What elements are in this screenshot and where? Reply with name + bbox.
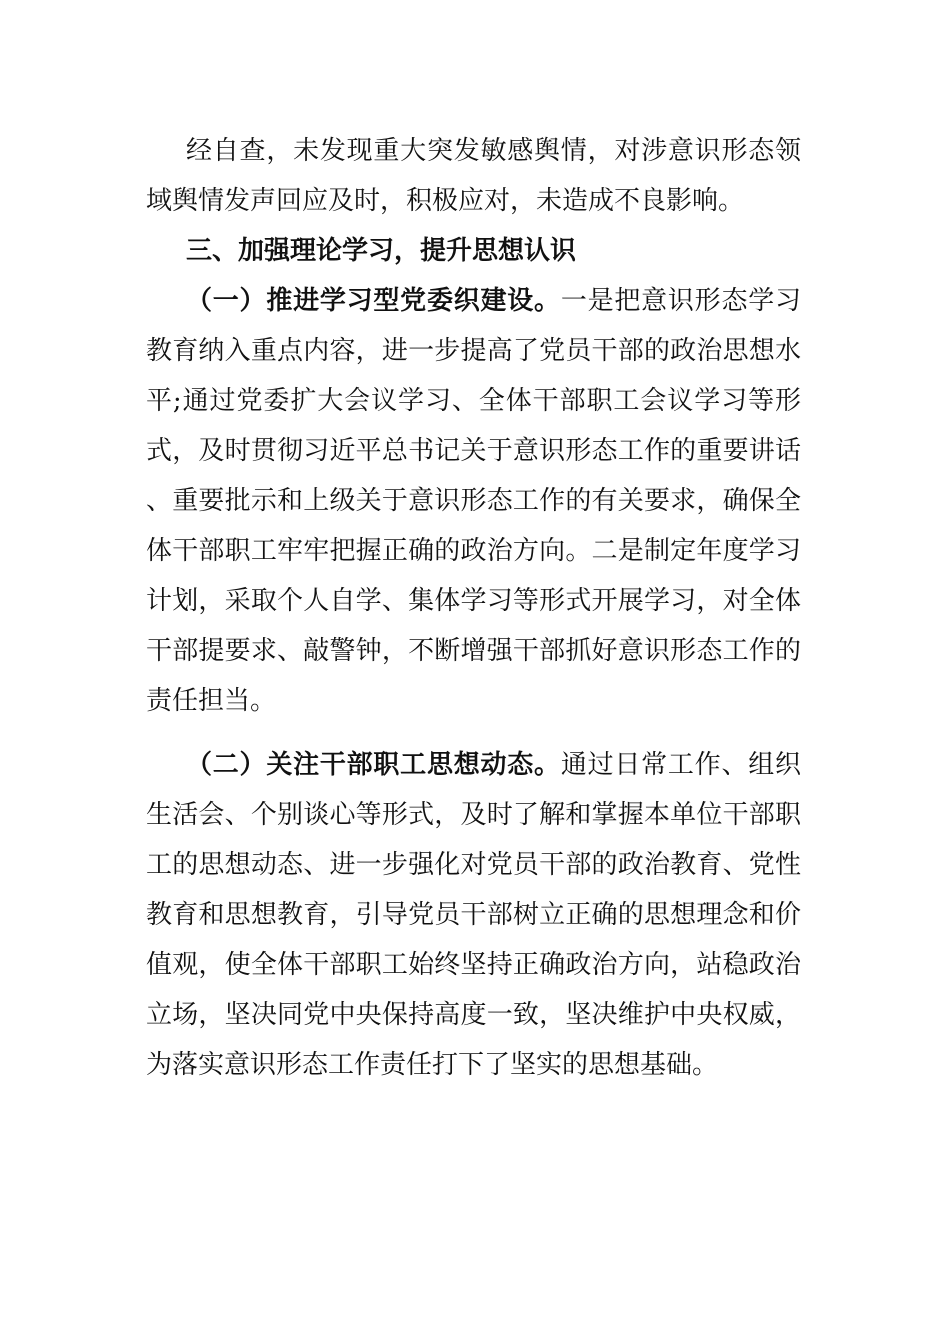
paragraph-thought-dynamics	[146, 740, 801, 1090]
paragraph-text: 一是把意识形态学习教育纳入重点内容，进一步提高了党员干部的政治思想水平;通过党委扩大会议学习、全体干部职工会议学习等形式，及时贯彻习近平总书记关于意识形态工作的重要讲话、重要批示和上级关于意识形态工作的有关要求，确保全体干部职工牢牢把握正确的政治方向。二是制定年度学习计划，采取个人自学、集体学习等形式开展学习，对全体干部提要求、敲警钟，不断增强干部抓好意识形态工作的责任担当。	[146, 286, 801, 716]
heading-text: 三、加强理论学习，提升思想认识	[186, 236, 577, 266]
paragraph-text: 通过日常工作、组织生活会、个别谈心等形式，及时了解和掌握本单位干部职工的思想动态、进一步强化对党员干部的政治教育、党性教育和思想教育，引导党员干部树立正确的思想理念和价值观，使全体干部职工始终坚持正确政治方向，站稳政治立场，坚决同党中央保持高度一致，坚决维护中央权威，为落实意识形态工作责任打下了坚实的思想基础。	[146, 750, 801, 1080]
subheading-two: （二）关注干部职工思想动态。	[186, 750, 561, 780]
subheading-one: （一）推进学习型党委织建设。	[186, 286, 561, 316]
paragraph-self-check	[146, 126, 801, 226]
document-body	[146, 126, 801, 1090]
section-heading-three	[146, 226, 801, 276]
paragraph-text: 经自查，未发现重大突发敏感舆情，对涉意识形态领域舆情发声回应及时，积极应对，未造成不良影响。	[146, 136, 801, 216]
paragraph-learning-party	[146, 276, 801, 726]
